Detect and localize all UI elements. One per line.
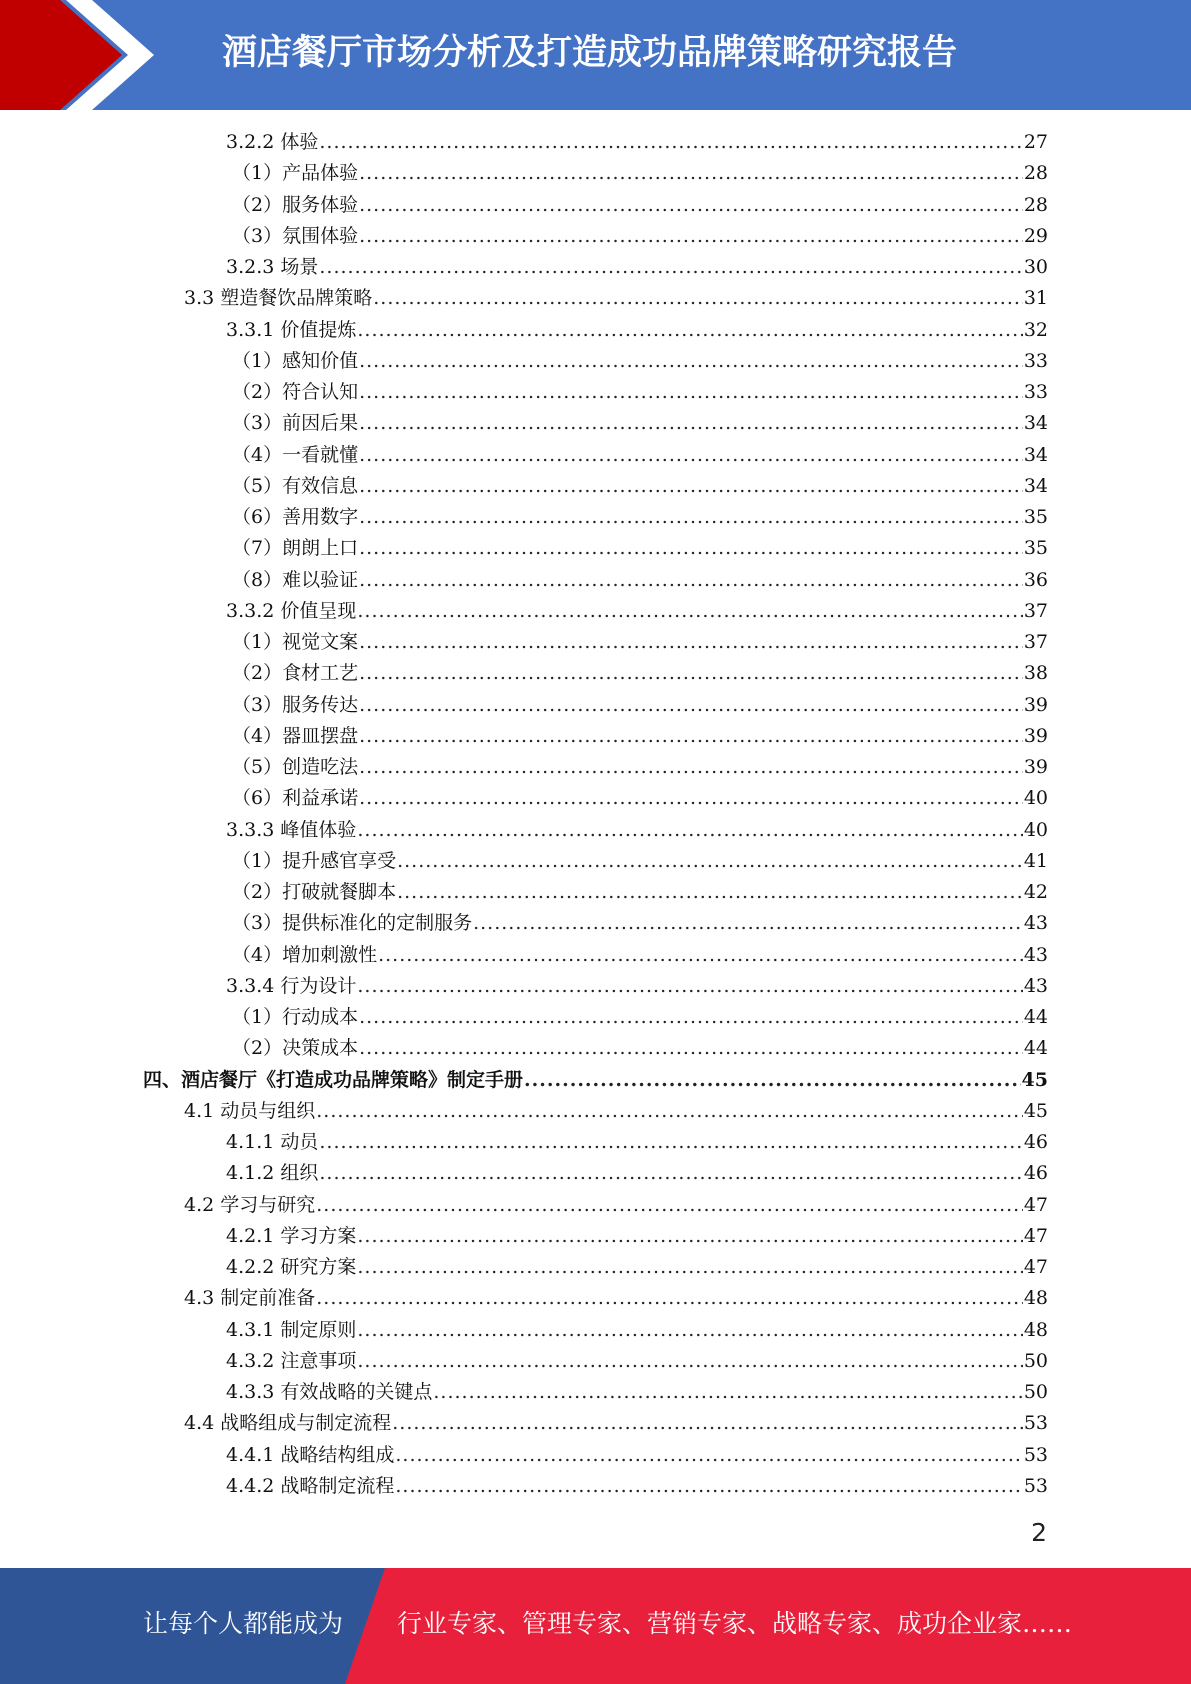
toc-dot-leader [395,1471,1022,1502]
toc-entry-label: 4.1 动员与组织 [184,1099,316,1122]
toc-dot-leader [392,1408,1023,1439]
toc-entry[interactable] [226,596,1048,627]
toc-entry[interactable] [232,471,1048,502]
toc-entry-page: 35 [1023,537,1048,560]
toc-entry[interactable] [184,1190,1048,1221]
toc-entry[interactable] [232,1033,1048,1064]
toc-entry[interactable] [226,1221,1048,1252]
toc-entry-label: （8）难以验证 [232,568,359,591]
toc-dot-leader [357,1252,1022,1283]
toc-entry-label: 4.1.1 动员 [226,1131,319,1153]
toc-entry[interactable] [232,658,1048,689]
toc-dot-leader [319,252,1022,283]
toc-dot-leader [357,596,1022,627]
toc-dot-leader [359,1033,1023,1064]
toc-entry-label: 3.2.2 体验 [226,131,319,153]
toc-entry-page: 30 [1023,256,1048,278]
toc-entry-page: 39 [1023,724,1048,747]
toc-entry[interactable] [232,752,1048,783]
toc-entry[interactable] [226,1158,1048,1189]
toc-entry[interactable] [232,690,1048,721]
toc-entry-page: 37 [1023,599,1048,622]
toc-dot-leader [373,283,1023,314]
toc-entry-page: 34 [1023,443,1048,466]
toc-entry-label: 4.4.1 战略结构组成 [226,1443,395,1466]
toc-entry[interactable] [232,846,1048,877]
toc-entry-page: 43 [1023,943,1048,966]
toc-dot-leader [357,815,1022,846]
toc-entry-page: 44 [1023,1006,1048,1028]
toc-entry[interactable] [232,440,1048,471]
toc-dot-leader [359,471,1023,502]
toc-entry-page: 46 [1023,1131,1048,1153]
toc-entry-page: 53 [1023,1474,1048,1497]
toc-dot-leader [316,1283,1023,1314]
toc-entry[interactable] [226,1346,1048,1377]
toc-dot-leader [359,752,1023,783]
toc-entry-page: 40 [1023,818,1048,841]
toc-entry-page: 33 [1023,381,1048,403]
toc-entry-label: 4.4.2 战略制定流程 [226,1474,395,1497]
page-header [0,0,1191,110]
toc-dot-leader [316,1096,1023,1127]
toc-entry[interactable] [184,1283,1048,1314]
toc-entry-label: （4）增加刺激性 [232,943,378,966]
toc-entry-label: （4）一看就懂 [232,443,359,466]
toc-entry-label: （5）有效信息 [232,474,359,497]
toc-entry[interactable] [184,1408,1048,1439]
toc-entry-label: （2）决策成本 [232,1037,359,1060]
toc-entry-page: 47 [1023,1224,1048,1247]
toc-entry-page: 46 [1023,1162,1048,1185]
toc-entry[interactable] [232,877,1048,908]
toc-entry[interactable] [226,1377,1048,1408]
toc-entry-page: 39 [1023,756,1048,778]
toc-entry-label: 4.1.2 组织 [226,1162,319,1185]
toc-entry[interactable] [232,908,1048,939]
toc-dot-leader [359,533,1023,564]
toc-dot-leader [378,940,1023,971]
header-title: 酒店餐厅市场分析及打造成功品牌策略研究报告 [222,33,958,73]
toc-entry-page: 47 [1023,1256,1048,1278]
toc-dot-leader [395,1440,1022,1471]
toc-entry[interactable] [232,346,1048,377]
toc-entry-page: 38 [1023,662,1048,685]
toc-dot-leader [359,502,1023,533]
toc-dot-leader [359,221,1023,252]
toc-entry-page: 33 [1023,349,1048,372]
toc-dot-leader [357,971,1022,1002]
toc-entry-label: （1）视觉文案 [232,631,359,653]
toc-dot-leader [357,1221,1022,1252]
toc-entry[interactable] [232,408,1048,439]
toc-entry-label: 4.3.2 注意事项 [226,1349,357,1372]
toc-entry-label: 3.3.1 价值提炼 [226,318,357,341]
toc-entry[interactable] [232,1002,1048,1033]
toc-entry-page: 27 [1023,131,1048,153]
toc-dot-leader [397,877,1023,908]
toc-dot-leader [359,783,1023,814]
toc-entry-label: （3）服务传达 [232,693,359,716]
toc-entry[interactable] [226,1252,1048,1283]
toc-entry-page: 53 [1023,1412,1048,1435]
toc-entry-label: （6）利益承诺 [232,787,359,810]
toc-dot-leader [397,846,1023,877]
toc-entry-page: 45 [1021,1068,1048,1091]
toc-entry-label: 3.3 塑造餐饮品牌策略 [184,287,373,310]
toc-entry-label: （2）服务体验 [232,193,359,216]
toc-entry-page: 50 [1023,1349,1048,1372]
toc-dot-leader [359,377,1023,408]
toc-entry-label: （3）前因后果 [232,412,359,435]
toc-entry-label: （2）符合认知 [232,381,359,403]
toc-entry-page: 34 [1023,412,1048,435]
toc-dot-leader [319,127,1022,158]
toc-entry-label: 四、酒店餐厅《打造成功品牌策略》制定手册 [143,1068,524,1091]
toc-dot-leader [524,1065,1021,1096]
toc-entry[interactable] [232,940,1048,971]
toc-entry-page: 48 [1023,1287,1048,1310]
toc-entry[interactable] [232,627,1048,658]
toc-entry-label: （2）打破就餐脚本 [232,881,397,903]
toc-entry-label: （3）氛围体验 [232,224,359,247]
page-footer [0,1568,1191,1684]
toc-entry-page: 36 [1023,568,1048,591]
toc-entry[interactable] [184,283,1048,314]
toc-entry-page: 48 [1023,1318,1048,1341]
toc-dot-leader [359,690,1023,721]
toc-dot-leader [359,627,1023,658]
toc-entry-page: 34 [1023,474,1048,497]
toc-entry[interactable] [226,1127,1048,1158]
toc-entry-label: （3）提供标准化的定制服务 [232,912,473,935]
footer-slogan-right: 行业专家、管理专家、营销专家、战略专家、成功企业家…… [397,1609,1073,1638]
toc-dot-leader [359,408,1023,439]
toc-entry-label: （1）行动成本 [232,1006,359,1028]
toc-entry[interactable] [226,815,1048,846]
toc-entry[interactable] [232,502,1048,533]
toc-entry-label: 3.2.3 场景 [226,256,319,278]
toc-dot-leader [359,440,1023,471]
toc-entry[interactable] [226,315,1048,346]
toc-entry-page: 31 [1023,287,1048,310]
toc-dot-leader [319,1158,1022,1189]
toc-entry-page: 43 [1023,974,1048,997]
toc-entry[interactable] [232,377,1048,408]
toc-entry-label: （5）创造吃法 [232,756,359,778]
toc-entry[interactable] [232,721,1048,752]
toc-entry[interactable] [184,1096,1048,1127]
page-number: 2 [1031,1518,1047,1547]
toc-entry[interactable] [226,1315,1048,1346]
toc-dot-leader [359,158,1023,189]
toc-entry-page: 44 [1023,1037,1048,1060]
toc-dot-leader [357,315,1022,346]
toc-entry-page: 37 [1023,631,1048,653]
toc-entry-label: 4.2.2 研究方案 [226,1256,357,1278]
toc-entry-label: （1）产品体验 [232,162,359,185]
toc-entry-page: 28 [1023,162,1048,185]
toc-entry[interactable] [226,252,1048,283]
toc-entry-page: 41 [1023,849,1048,872]
toc-entry[interactable] [232,190,1048,221]
toc-entry-label: （6）善用数字 [232,506,359,528]
toc-entry-page: 28 [1023,193,1048,216]
toc-entry-label: （4）器皿摆盘 [232,724,359,747]
toc-entry[interactable] [226,971,1048,1002]
toc-entry[interactable] [143,1065,1048,1096]
toc-dot-leader [359,346,1023,377]
toc-entry-label: 3.3.3 峰值体验 [226,818,357,841]
toc-entry-page: 32 [1023,318,1048,341]
toc-entry-label: 4.3.3 有效战略的关键点 [226,1381,433,1403]
toc-entry-page: 45 [1023,1099,1048,1122]
toc-entry-label: 3.3.2 价值呈现 [226,599,357,622]
toc-entry[interactable] [226,1471,1048,1502]
toc-entry-page: 29 [1023,224,1048,247]
toc-entry[interactable] [232,533,1048,564]
toc-entry-label: （1）提升感官享受 [232,849,397,872]
toc-dot-leader [359,658,1023,689]
toc-entry-label: 3.3.4 行为设计 [226,974,357,997]
toc-entry[interactable] [232,158,1048,189]
toc-entry[interactable] [232,221,1048,252]
toc-entry[interactable] [226,127,1048,158]
toc-entry-label: 4.2.1 学习方案 [226,1224,357,1247]
toc-entry[interactable] [232,565,1048,596]
toc-dot-leader [357,1346,1022,1377]
footer-slogan-left: 让每个人都能成为 [143,1609,344,1638]
toc-entry-page: 35 [1023,506,1048,528]
toc-entry-page: 50 [1023,1381,1048,1403]
toc-dot-leader [359,721,1023,752]
toc-entry-label: 4.2 学习与研究 [184,1193,316,1216]
toc-dot-leader [359,1002,1023,1033]
toc-dot-leader [357,1315,1022,1346]
toc-entry-page: 43 [1023,912,1048,935]
toc-entry-page: 53 [1023,1443,1048,1466]
toc-entry-label: 4.4 战略组成与制定流程 [184,1412,392,1435]
toc-entry-label: （7）朗朗上口 [232,537,359,560]
toc-entry-label: （1）感知价值 [232,349,359,372]
toc-dot-leader [359,190,1023,221]
toc-dot-leader [316,1190,1023,1221]
toc-dot-leader [473,908,1023,939]
toc-entry-page: 39 [1023,693,1048,716]
toc-dot-leader [433,1377,1022,1408]
toc-entry-page: 42 [1023,881,1048,903]
toc-entry-page: 40 [1023,787,1048,810]
toc-entry[interactable] [226,1440,1048,1471]
toc-dot-leader [319,1127,1022,1158]
toc-entry-label: 4.3.1 制定原则 [226,1318,357,1341]
toc-entry[interactable] [232,783,1048,814]
toc-entry-label: （2）食材工艺 [232,662,359,685]
toc-entry-label: 4.3 制定前准备 [184,1287,316,1310]
toc-dot-leader [359,565,1023,596]
toc-entry-page: 47 [1023,1193,1048,1216]
